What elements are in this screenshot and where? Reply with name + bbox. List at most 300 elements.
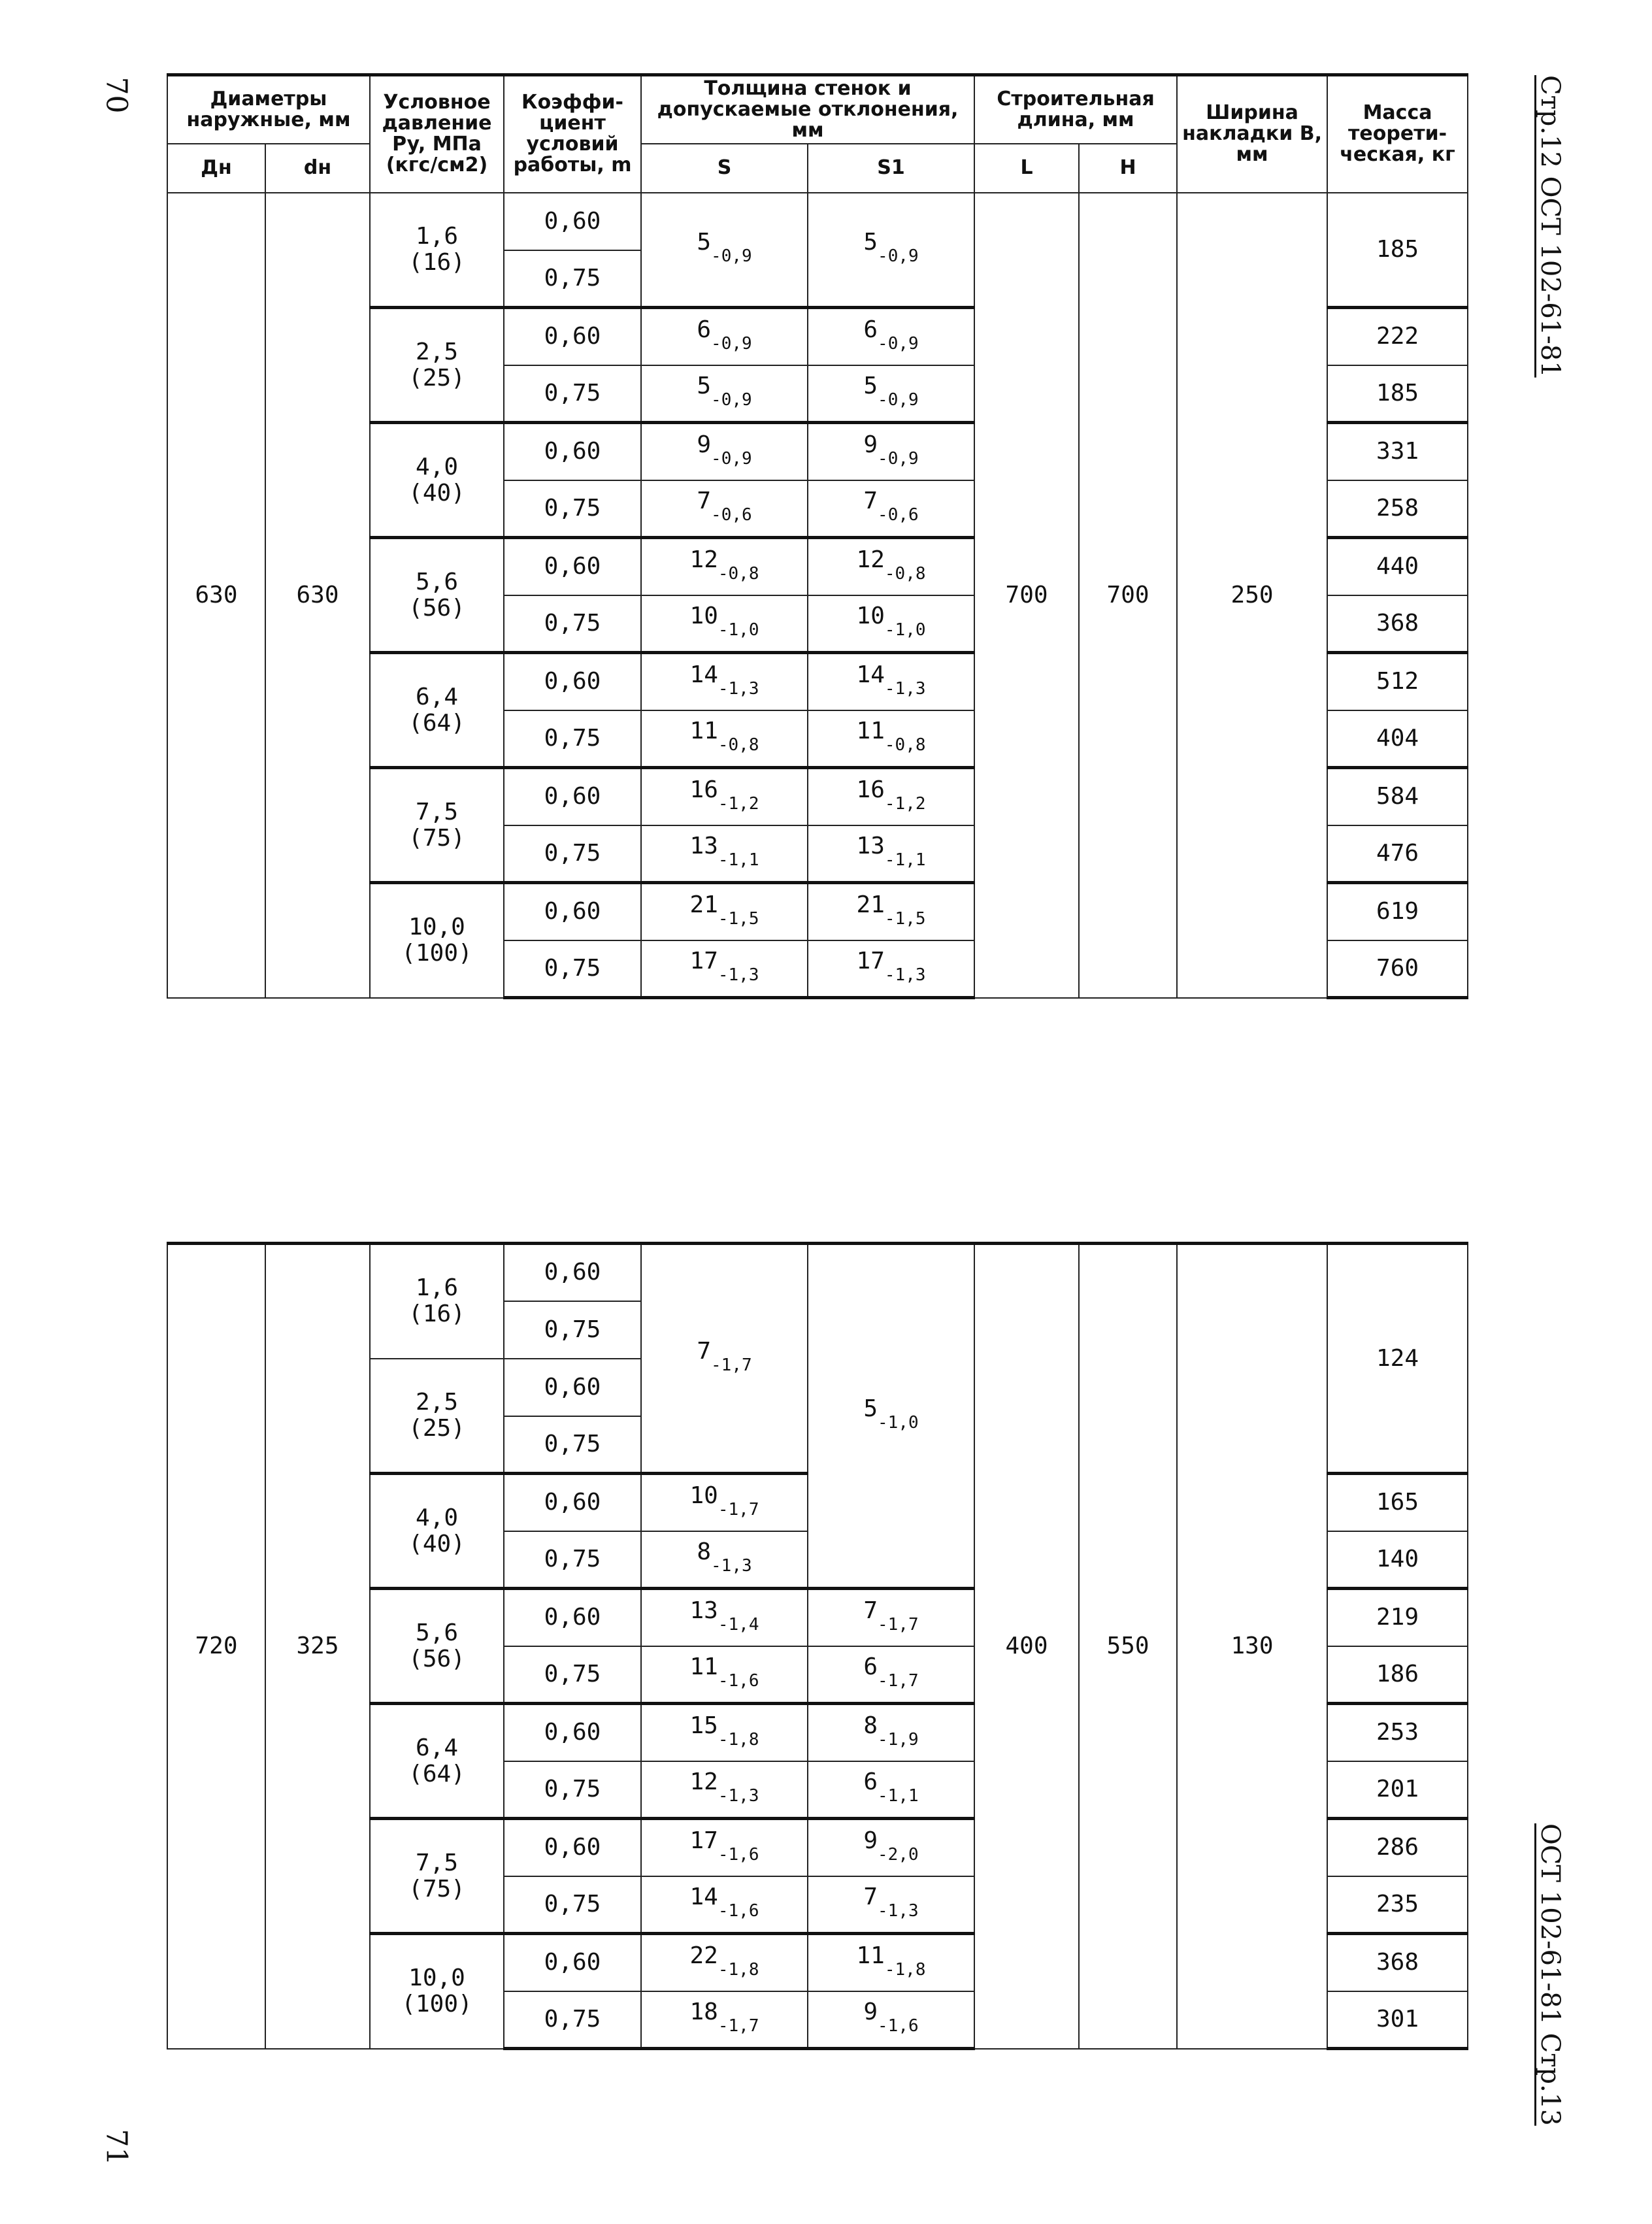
table-630 bbox=[167, 73, 1468, 999]
cell-coef: 0,75 bbox=[504, 595, 641, 653]
cell-mass: 140 bbox=[1327, 1531, 1468, 1589]
cell-S1-tolerance: -2,0 bbox=[878, 1844, 919, 1865]
cell-S1 bbox=[808, 1646, 974, 1704]
cell-S-tolerance: -0,6 bbox=[711, 505, 752, 525]
header-H: H bbox=[1079, 144, 1177, 193]
cell-S-value bbox=[697, 1538, 752, 1576]
cell-coef: 0,60 bbox=[504, 1704, 641, 1761]
cell-S1-value bbox=[863, 431, 919, 469]
cell-S1-tolerance: -1,8 bbox=[884, 1959, 926, 1980]
cell-S1 bbox=[808, 193, 974, 308]
cell-S-nominal: 13 bbox=[689, 833, 718, 860]
pressure-cell bbox=[370, 883, 504, 998]
cell-S-value bbox=[689, 948, 759, 986]
cell-S bbox=[641, 1244, 808, 1474]
cell-S1-tolerance: -1,0 bbox=[878, 1413, 919, 1433]
cell-S1-nominal: 12 bbox=[856, 546, 885, 573]
page-number-bottom: 71 bbox=[99, 2129, 133, 2166]
cell-coef: 0,75 bbox=[504, 1416, 641, 1474]
pressure-cell bbox=[370, 1359, 504, 1474]
header-S: S bbox=[641, 144, 808, 193]
cell-S1-tolerance: -1,1 bbox=[884, 850, 926, 871]
cell-mass: 219 bbox=[1327, 1589, 1468, 1646]
cell-S1-value bbox=[856, 603, 926, 640]
cell-S-value bbox=[697, 316, 752, 354]
pressure-kgf: (25) bbox=[408, 1414, 465, 1442]
cell-S1 bbox=[808, 1991, 974, 2049]
cell-coef: 0,75 bbox=[504, 825, 641, 883]
pressure-kgf: (64) bbox=[408, 1760, 465, 1787]
cell-S-nominal: 16 bbox=[689, 776, 718, 803]
cell-Dn: 720 bbox=[167, 1244, 265, 2049]
cell-S-nominal: 9 bbox=[697, 431, 712, 458]
cell-S-nominal: 7 bbox=[697, 1337, 712, 1365]
cell-S1 bbox=[808, 1761, 974, 1819]
cell-S1-nominal: 9 bbox=[863, 1827, 878, 1854]
cell-S1 bbox=[808, 538, 974, 595]
cell-coef: 0,75 bbox=[504, 1991, 641, 2049]
pressure-cell bbox=[370, 1244, 504, 1359]
cell-S-value bbox=[689, 1597, 759, 1635]
cell-S-tolerance: -0,9 bbox=[711, 448, 752, 469]
cell-S1-value bbox=[856, 661, 926, 699]
cell-S-value bbox=[689, 1482, 759, 1519]
cell-S1-value bbox=[863, 1395, 919, 1433]
cell-S1-nominal: 5 bbox=[863, 229, 878, 256]
cell-S1-nominal: 10 bbox=[856, 603, 885, 630]
cell-S-value bbox=[689, 1942, 759, 1980]
cell-S-value bbox=[689, 1653, 759, 1691]
cell-S-nominal: 10 bbox=[689, 603, 718, 630]
cell-S-tolerance: -0,8 bbox=[718, 563, 759, 584]
cell-S-tolerance: -1,7 bbox=[711, 1355, 752, 1376]
header-dn: dн bbox=[265, 144, 370, 193]
cell-S1 bbox=[808, 1704, 974, 1761]
cell-S bbox=[641, 1531, 808, 1589]
cell-H: 550 bbox=[1079, 1244, 1177, 2049]
cell-S bbox=[641, 1934, 808, 1991]
cell-S1-tolerance: -0,9 bbox=[878, 390, 919, 410]
cell-S1 bbox=[808, 595, 974, 653]
cell-mass: 331 bbox=[1327, 423, 1468, 480]
header-pressure: Условное давление Py, МПа (кгс/см2) bbox=[370, 75, 504, 193]
cell-coef: 0,60 bbox=[504, 423, 641, 480]
cell-S-tolerance: -1,6 bbox=[718, 1671, 759, 1691]
cell-S-value bbox=[689, 891, 759, 929]
cell-dn: 325 bbox=[265, 1244, 370, 2049]
pressure-kgf: (100) bbox=[401, 940, 472, 967]
cell-coef: 0,75 bbox=[504, 480, 641, 538]
cell-S1-nominal: 17 bbox=[856, 948, 885, 975]
cell-coef: 0,60 bbox=[504, 1244, 641, 1301]
cell-S bbox=[641, 1819, 808, 1876]
cell-coef: 0,75 bbox=[504, 1761, 641, 1819]
cell-S1-value bbox=[863, 1827, 919, 1865]
cell-mass: 201 bbox=[1327, 1761, 1468, 1819]
pressure-mpa: 5,6 bbox=[415, 1619, 459, 1646]
cell-L: 400 bbox=[974, 1244, 1079, 2049]
cell-mass: 619 bbox=[1327, 883, 1468, 940]
header-coefficient: Коэффи-циент условий работы, m bbox=[504, 75, 641, 193]
cell-coef: 0,75 bbox=[504, 1531, 641, 1589]
cell-S-tolerance: -1,8 bbox=[718, 1729, 759, 1750]
pressure-cell bbox=[370, 768, 504, 883]
cell-S bbox=[641, 365, 808, 423]
cell-S1 bbox=[808, 768, 974, 825]
cell-S bbox=[641, 1589, 808, 1646]
cell-mass: 186 bbox=[1327, 1646, 1468, 1704]
cell-S1-nominal: 9 bbox=[863, 1999, 878, 2026]
cell-mass: 222 bbox=[1327, 308, 1468, 365]
cell-S-nominal: 10 bbox=[689, 1482, 718, 1509]
pressure-mpa: 1,6 bbox=[416, 222, 459, 250]
cell-S-tolerance: -1,5 bbox=[718, 908, 759, 929]
cell-S-tolerance: -1,6 bbox=[718, 1901, 759, 1921]
cell-S1-value bbox=[863, 316, 919, 354]
cell-S1 bbox=[808, 1244, 974, 1589]
pressure-cell bbox=[370, 423, 504, 538]
cell-S1-tolerance: -0,9 bbox=[878, 448, 919, 469]
cell-S1-nominal: 21 bbox=[856, 891, 885, 918]
cell-S-tolerance: -0,9 bbox=[711, 333, 752, 354]
cell-S1-tolerance: -0,8 bbox=[884, 735, 926, 755]
header-diameters: Диаметры наружные, мм bbox=[167, 75, 370, 144]
cell-S-value bbox=[697, 373, 752, 410]
cell-S bbox=[641, 423, 808, 480]
cell-S1-value bbox=[863, 373, 919, 410]
cell-S1-tolerance: -1,3 bbox=[878, 1901, 919, 1921]
cell-S-tolerance: -0,8 bbox=[718, 735, 759, 755]
cell-S-value bbox=[689, 1827, 759, 1865]
pressure-mpa: 10,0 bbox=[408, 914, 465, 941]
cell-mass: 368 bbox=[1327, 595, 1468, 653]
cell-mass: 258 bbox=[1327, 480, 1468, 538]
cell-S-tolerance: -1,6 bbox=[718, 1844, 759, 1865]
cell-S1-nominal: 6 bbox=[863, 1768, 878, 1796]
table-row bbox=[167, 193, 1468, 250]
cell-S1-nominal: 8 bbox=[863, 1712, 878, 1739]
table-720 bbox=[167, 1242, 1468, 2050]
cell-S bbox=[641, 768, 808, 825]
cell-S-tolerance: -1,3 bbox=[718, 1786, 759, 1806]
cell-S-tolerance: -1,1 bbox=[718, 850, 759, 871]
cell-S-nominal: 17 bbox=[689, 1827, 718, 1854]
cell-S-nominal: 22 bbox=[689, 1942, 718, 1969]
pressure-mpa: 4,0 bbox=[415, 1504, 459, 1531]
cell-S-tolerance: -1,4 bbox=[718, 1614, 759, 1635]
pressure-kgf: (100) bbox=[401, 1991, 472, 2018]
pressure-mpa: 7,5 bbox=[415, 1849, 459, 1876]
cell-S-nominal: 14 bbox=[689, 661, 718, 688]
cell-coef: 0,75 bbox=[504, 940, 641, 998]
cell-S bbox=[641, 595, 808, 653]
cell-S1-tolerance: -1,0 bbox=[884, 620, 926, 640]
cell-Dn: 630 bbox=[167, 193, 265, 998]
cell-H: 700 bbox=[1079, 193, 1177, 998]
cell-S bbox=[641, 1876, 808, 1934]
cell-coef: 0,75 bbox=[504, 1301, 641, 1359]
cell-mass: 253 bbox=[1327, 1704, 1468, 1761]
cell-S-value bbox=[689, 776, 759, 814]
cell-S-nominal: 15 bbox=[689, 1712, 718, 1739]
cell-S-tolerance: -1,3 bbox=[718, 678, 759, 699]
cell-S1 bbox=[808, 940, 974, 998]
cell-S1-tolerance: -1,7 bbox=[878, 1614, 919, 1635]
pressure-cell bbox=[370, 1819, 504, 1934]
cell-coef: 0,60 bbox=[504, 1934, 641, 1991]
cell-S-value bbox=[689, 661, 759, 699]
cell-S-value bbox=[697, 431, 752, 469]
pressure-mpa: 6,4 bbox=[415, 1734, 459, 1761]
cell-S1 bbox=[808, 1934, 974, 1991]
cell-mass: 286 bbox=[1327, 1819, 1468, 1876]
pressure-cell bbox=[370, 1934, 504, 2049]
cell-mass: 185 bbox=[1327, 193, 1468, 308]
cell-S-nominal: 5 bbox=[697, 373, 712, 400]
cell-S1 bbox=[808, 1819, 974, 1876]
cell-coef: 0,75 bbox=[504, 365, 641, 423]
cell-mass: 440 bbox=[1327, 538, 1468, 595]
header-length: Строительная длина, мм bbox=[974, 75, 1177, 144]
pressure-kgf: (75) bbox=[408, 824, 465, 852]
cell-S1-value bbox=[856, 833, 926, 871]
cell-S1-tolerance: -1,1 bbox=[878, 1786, 919, 1806]
pressure-kgf: (56) bbox=[408, 594, 465, 622]
cell-S1 bbox=[808, 1589, 974, 1646]
cell-mass: 185 bbox=[1327, 365, 1468, 423]
cell-S1 bbox=[808, 365, 974, 423]
cell-S1-nominal: 14 bbox=[856, 661, 885, 688]
cell-S1 bbox=[808, 825, 974, 883]
cell-L: 700 bbox=[974, 193, 1079, 998]
cell-mass: 512 bbox=[1327, 653, 1468, 710]
cell-S1-tolerance: -0,9 bbox=[878, 246, 919, 267]
cell-S1-nominal: 11 bbox=[856, 1942, 885, 1969]
cell-mass: 124 bbox=[1327, 1244, 1468, 1474]
cell-mass: 165 bbox=[1327, 1474, 1468, 1531]
cell-S-value bbox=[689, 718, 759, 755]
cell-coef: 0,75 bbox=[504, 250, 641, 308]
cell-S1-tolerance: -1,9 bbox=[878, 1729, 919, 1750]
cell-S bbox=[641, 538, 808, 595]
pressure-kgf: (40) bbox=[408, 479, 465, 506]
cell-S-tolerance: -1,7 bbox=[718, 2016, 759, 2036]
cell-S1-tolerance: -1,2 bbox=[884, 793, 926, 814]
cell-S bbox=[641, 1646, 808, 1704]
cell-S1 bbox=[808, 480, 974, 538]
cell-S-value bbox=[697, 1337, 752, 1376]
pressure-mpa: 2,5 bbox=[416, 338, 459, 365]
side-header-top: Стр.12 ОСТ 102-61-81 bbox=[1535, 75, 1565, 378]
cell-S1 bbox=[808, 308, 974, 365]
cell-S1-value bbox=[863, 1597, 919, 1635]
cell-S1-nominal: 13 bbox=[856, 833, 885, 860]
cell-S1-value bbox=[856, 948, 926, 986]
cell-S-tolerance: -1,3 bbox=[711, 1556, 752, 1576]
cell-coef: 0,75 bbox=[504, 1876, 641, 1934]
cell-S1-value bbox=[856, 718, 926, 755]
cell-S-nominal: 12 bbox=[689, 1768, 718, 1796]
cell-S bbox=[641, 653, 808, 710]
cell-S bbox=[641, 825, 808, 883]
cell-S bbox=[641, 883, 808, 940]
cell-coef: 0,60 bbox=[504, 1474, 641, 1531]
cell-S1-value bbox=[863, 488, 919, 525]
cell-S1-nominal: 7 bbox=[863, 1884, 878, 1911]
pressure-cell bbox=[370, 1589, 504, 1704]
cell-S1-tolerance: -0,9 bbox=[878, 333, 919, 354]
cell-mass: 476 bbox=[1327, 825, 1468, 883]
cell-coef: 0,60 bbox=[504, 883, 641, 940]
pressure-cell bbox=[370, 193, 504, 308]
cell-S-value bbox=[689, 833, 759, 871]
cell-coef: 0,60 bbox=[504, 768, 641, 825]
header-width: Ширина накладки B, мм bbox=[1177, 75, 1327, 193]
cell-S1-value bbox=[863, 1884, 919, 1921]
cell-S-value bbox=[689, 1884, 759, 1921]
cell-coef: 0,60 bbox=[504, 538, 641, 595]
cell-coef: 0,60 bbox=[504, 653, 641, 710]
cell-S-value bbox=[689, 1999, 759, 2036]
pressure-mpa: 10,0 bbox=[408, 1965, 465, 1992]
cell-coef: 0,60 bbox=[504, 1359, 641, 1416]
pressure-cell bbox=[370, 1474, 504, 1589]
cell-S-nominal: 17 bbox=[689, 948, 718, 975]
header-L: L bbox=[974, 144, 1079, 193]
pressure-kgf: (16) bbox=[408, 248, 465, 276]
cell-S1-tolerance: -1,3 bbox=[884, 965, 926, 986]
cell-S-value bbox=[697, 488, 752, 525]
cell-S-nominal: 8 bbox=[697, 1538, 712, 1566]
cell-dn: 630 bbox=[265, 193, 370, 998]
cell-S-nominal: 11 bbox=[689, 1653, 718, 1681]
cell-mass: 760 bbox=[1327, 940, 1468, 998]
cell-S-nominal: 14 bbox=[689, 1884, 718, 1911]
pressure-mpa: 6,4 bbox=[416, 683, 459, 710]
side-header-bottom: ОСТ 102-61-81 Стр.13 bbox=[1535, 1823, 1565, 2126]
cell-S1-value bbox=[856, 776, 926, 814]
cell-mass: 368 bbox=[1327, 1934, 1468, 1991]
table-row bbox=[167, 1244, 1468, 1301]
header-wall-thickness: Толщина стенок и допускаемые отклонения, мм bbox=[641, 75, 974, 144]
cell-S1-value bbox=[856, 1942, 926, 1980]
pressure-mpa: 1,6 bbox=[415, 1274, 459, 1302]
page-number-top: 70 bbox=[99, 76, 133, 114]
cell-coef: 0,75 bbox=[504, 1646, 641, 1704]
cell-S-value bbox=[697, 229, 752, 267]
cell-S1-tolerance: -1,6 bbox=[878, 2016, 919, 2036]
cell-S bbox=[641, 480, 808, 538]
cell-S1 bbox=[808, 1876, 974, 1934]
cell-S1 bbox=[808, 710, 974, 768]
cell-S-value bbox=[689, 1712, 759, 1750]
pressure-cell bbox=[370, 1704, 504, 1819]
pressure-kgf: (40) bbox=[408, 1530, 465, 1557]
cell-S1-value bbox=[863, 1768, 919, 1806]
cell-S bbox=[641, 1704, 808, 1761]
cell-S bbox=[641, 1991, 808, 2049]
cell-S1-nominal: 9 bbox=[863, 431, 878, 458]
cell-S bbox=[641, 1761, 808, 1819]
pressure-cell bbox=[370, 653, 504, 768]
pressure-cell bbox=[370, 308, 504, 423]
cell-S1-nominal: 5 bbox=[863, 1395, 878, 1422]
cell-mass: 235 bbox=[1327, 1876, 1468, 1934]
pressure-kgf: (75) bbox=[408, 1875, 465, 1902]
cell-S-value bbox=[689, 1768, 759, 1806]
cell-S1-nominal: 6 bbox=[863, 1653, 878, 1681]
cell-mass: 301 bbox=[1327, 1991, 1468, 2049]
cell-S1-nominal: 11 bbox=[856, 718, 885, 745]
cell-S1-value bbox=[856, 546, 926, 584]
cell-S-nominal: 6 bbox=[697, 316, 712, 343]
cell-S bbox=[641, 710, 808, 768]
cell-S bbox=[641, 308, 808, 365]
cell-B: 250 bbox=[1177, 193, 1327, 998]
cell-S1-tolerance: -0,8 bbox=[884, 563, 926, 584]
pressure-kgf: (64) bbox=[408, 709, 465, 737]
cell-mass: 584 bbox=[1327, 768, 1468, 825]
cell-coef: 0,60 bbox=[504, 1589, 641, 1646]
pressure-kgf: (16) bbox=[408, 1301, 465, 1328]
cell-S1-tolerance: -1,5 bbox=[884, 908, 926, 929]
pressure-cell bbox=[370, 538, 504, 653]
cell-S-nominal: 5 bbox=[697, 229, 712, 256]
cell-S-nominal: 13 bbox=[689, 1597, 718, 1624]
pressure-mpa: 7,5 bbox=[416, 798, 459, 825]
cell-S1-nominal: 6 bbox=[863, 316, 878, 343]
cell-S-nominal: 11 bbox=[689, 718, 718, 745]
cell-S1-tolerance: -0,6 bbox=[878, 505, 919, 525]
cell-S-tolerance: -0,9 bbox=[711, 246, 752, 267]
cell-S-nominal: 7 bbox=[697, 488, 712, 515]
cell-mass: 404 bbox=[1327, 710, 1468, 768]
cell-S1-tolerance: -1,7 bbox=[878, 1671, 919, 1691]
cell-S bbox=[641, 193, 808, 308]
pressure-mpa: 5,6 bbox=[416, 568, 459, 595]
cell-B: 130 bbox=[1177, 1244, 1327, 2049]
cell-S1-nominal: 7 bbox=[863, 1597, 878, 1624]
cell-S-value bbox=[689, 546, 759, 584]
cell-S1-nominal: 5 bbox=[863, 373, 878, 400]
cell-coef: 0,60 bbox=[504, 193, 641, 250]
cell-S1-value bbox=[863, 1653, 919, 1691]
cell-S1-nominal: 7 bbox=[863, 488, 878, 515]
cell-S1 bbox=[808, 423, 974, 480]
pressure-kgf: (25) bbox=[408, 364, 465, 391]
cell-S1-value bbox=[856, 891, 926, 929]
cell-S1-tolerance: -1,3 bbox=[884, 678, 926, 699]
header-mass: Масса теорети-ческая, кг bbox=[1327, 75, 1468, 193]
cell-S-nominal: 12 bbox=[689, 546, 718, 573]
cell-S-tolerance: -1,3 bbox=[718, 965, 759, 986]
cell-S1 bbox=[808, 883, 974, 940]
pressure-kgf: (56) bbox=[408, 1645, 465, 1672]
header-S1: S1 bbox=[808, 144, 974, 193]
cell-coef: 0,60 bbox=[504, 308, 641, 365]
cell-S1-value bbox=[863, 1712, 919, 1750]
cell-S-tolerance: -1,2 bbox=[718, 793, 759, 814]
pressure-mpa: 4,0 bbox=[416, 453, 459, 480]
cell-S bbox=[641, 940, 808, 998]
cell-S1-nominal: 16 bbox=[856, 776, 885, 803]
cell-coef: 0,75 bbox=[504, 710, 641, 768]
cell-S bbox=[641, 1474, 808, 1531]
pressure-mpa: 2,5 bbox=[415, 1388, 459, 1416]
cell-S-tolerance: -1,0 bbox=[718, 620, 759, 640]
cell-S-nominal: 21 bbox=[689, 891, 718, 918]
cell-S-tolerance: -1,7 bbox=[718, 1499, 759, 1519]
